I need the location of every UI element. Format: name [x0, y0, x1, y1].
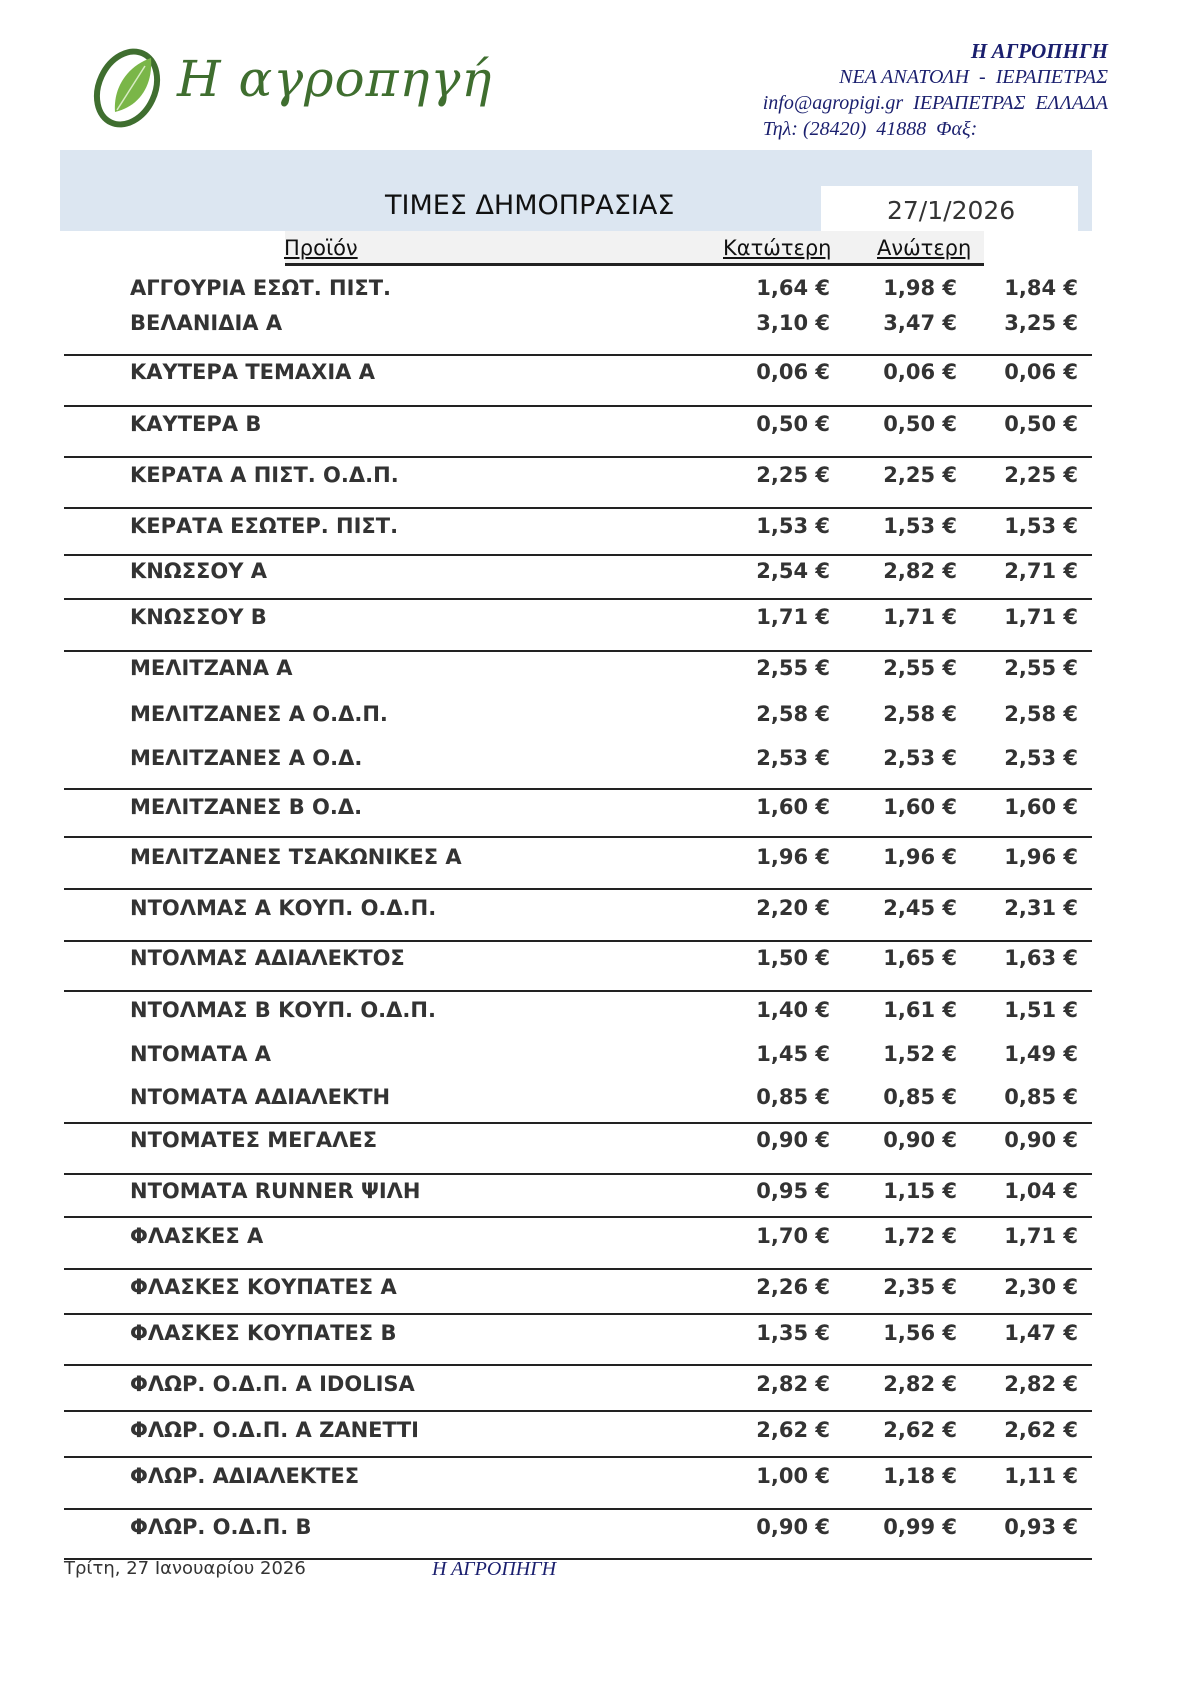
table-cell-avg: 1,49 € — [1004, 1042, 1078, 1066]
table-cell-low: 1,35 € — [756, 1321, 830, 1345]
table-cell-high: 1,18 € — [883, 1464, 957, 1488]
row-separator — [64, 650, 1092, 652]
table-row-product: ΜΕΛΙΤΖΑΝΕΣ Α Ο.Δ. — [130, 746, 363, 770]
table-cell-high: 3,47 € — [883, 311, 957, 335]
table-cell-low: 2,58 € — [756, 702, 830, 726]
table-cell-avg: 0,90 € — [1004, 1128, 1078, 1152]
row-separator — [64, 507, 1092, 509]
table-cell-low: 1,50 € — [756, 946, 830, 970]
table-cell-low: 1,60 € — [756, 795, 830, 819]
table-cell-avg: 2,53 € — [1004, 746, 1078, 770]
table-cell-avg: 1,71 € — [1004, 1224, 1078, 1248]
table-cell-avg: 0,93 € — [1004, 1515, 1078, 1539]
table-cell-high: 2,58 € — [883, 702, 957, 726]
table-cell-avg: 1,11 € — [1004, 1464, 1078, 1488]
table-cell-low: 2,62 € — [756, 1418, 830, 1442]
table-cell-high: 0,06 € — [883, 360, 957, 384]
table-row-product: ΝΤΟΜΑΤΑ Α — [130, 1042, 272, 1066]
row-separator — [64, 836, 1092, 838]
table-cell-low: 2,25 € — [756, 463, 830, 487]
table-cell-avg: 2,31 € — [1004, 896, 1078, 920]
table-cell-avg: 1,84 € — [1004, 276, 1078, 300]
table-cell-avg: 1,53 € — [1004, 514, 1078, 538]
row-separator — [64, 456, 1092, 458]
table-cell-high: 2,55 € — [883, 656, 957, 680]
table-cell-low: 0,50 € — [756, 412, 830, 436]
table-row-product: ΚΕΡΑΤΑ Α ΠΙΣΤ. Ο.Δ.Π. — [130, 463, 399, 487]
table-cell-avg: 0,85 € — [1004, 1085, 1078, 1109]
table-cell-high: 1,65 € — [883, 946, 957, 970]
row-separator — [64, 1508, 1092, 1510]
footer-brand: Η ΑΓΡΟΠΗΓΗ — [432, 1558, 557, 1580]
table-row-product: ΦΛΑΣΚΕΣ Α — [130, 1224, 264, 1248]
row-separator — [64, 405, 1092, 407]
table-row-product: ΦΛΩΡ. ΑΔΙΑΛΕΚΤΕΣ — [130, 1464, 360, 1488]
table-row-product: ΝΤΟΛΜΑΣ ΑΔΙΑΛΕΚΤΟΣ — [130, 946, 405, 970]
page-title: ΤΙΜΕΣ ΔΗΜΟΠΡΑΣΙΑΣ — [385, 190, 675, 221]
table-cell-low: 3,10 € — [756, 311, 830, 335]
table-row-product: ΑΓΓΟΥΡΙΑ ΕΣΩΤ. ΠΙΣΤ. — [130, 276, 392, 300]
table-cell-avg: 2,62 € — [1004, 1418, 1078, 1442]
table-cell-high: 2,62 € — [883, 1418, 957, 1442]
date-box — [821, 186, 1078, 231]
table-cell-high: 1,15 € — [883, 1179, 957, 1203]
table-row-product: ΝΤΟΛΜΑΣ Β ΚΟΥΠ. Ο.Δ.Π. — [130, 998, 436, 1022]
table-cell-avg: 1,04 € — [1004, 1179, 1078, 1203]
row-separator — [64, 1216, 1092, 1218]
table-cell-high: 2,53 € — [883, 746, 957, 770]
table-cell-low: 2,54 € — [756, 559, 830, 583]
table-cell-high: 1,56 € — [883, 1321, 957, 1345]
row-separator — [64, 888, 1092, 890]
table-cell-avg: 0,50 € — [1004, 412, 1078, 436]
table-cell-low: 0,06 € — [756, 360, 830, 384]
table-cell-low: 1,53 € — [756, 514, 830, 538]
table-cell-high: 1,61 € — [883, 998, 957, 1022]
table-cell-low: 2,82 € — [756, 1372, 830, 1396]
table-cell-high: 1,72 € — [883, 1224, 957, 1248]
table-cell-low: 2,53 € — [756, 746, 830, 770]
table-row-product: ΝΤΟΜΑΤΑ RUNNER ΨΙΛΗ — [130, 1179, 421, 1203]
table-cell-avg: 2,82 € — [1004, 1372, 1078, 1396]
row-separator — [64, 1364, 1092, 1366]
table-row-product: ΝΤΟΜΑΤΑ ΑΔΙΑΛΕΚΤΗ — [130, 1085, 391, 1109]
table-cell-low: 0,90 € — [756, 1515, 830, 1539]
table-row-product: ΚΑΥΤΕΡΑ Β — [130, 412, 262, 436]
table-cell-high: 0,50 € — [883, 412, 957, 436]
table-cell-high: 1,98 € — [883, 276, 957, 300]
column-header-high: Ανώτερη — [877, 236, 972, 260]
row-separator — [64, 990, 1092, 992]
table-row-product: ΜΕΛΙΤΖΑΝΕΣ Β Ο.Δ. — [130, 795, 363, 819]
table-cell-high: 2,82 € — [883, 1372, 957, 1396]
table-cell-avg: 2,58 € — [1004, 702, 1078, 726]
company-name: Η ΑΓΡΟΠΗΓΗ — [970, 39, 1108, 63]
column-header-product: Προϊόν — [284, 236, 358, 260]
table-cell-low: 1,96 € — [756, 845, 830, 869]
table-cell-high: 2,82 € — [883, 559, 957, 583]
row-separator — [64, 940, 1092, 942]
table-cell-avg: 1,71 € — [1004, 605, 1078, 629]
table-row-product: ΜΕΛΙΤΖΑΝΕΣ Α Ο.Δ.Π. — [130, 702, 388, 726]
row-separator — [64, 354, 1092, 356]
table-row-product: ΜΕΛΙΤΖΑΝΕΣ ΤΣΑΚΩΝΙΚΕΣ Α — [130, 845, 462, 869]
table-cell-avg: 1,96 € — [1004, 845, 1078, 869]
table-cell-avg: 1,60 € — [1004, 795, 1078, 819]
table-cell-high: 1,60 € — [883, 795, 957, 819]
row-separator — [64, 1456, 1092, 1458]
table-cell-low: 1,70 € — [756, 1224, 830, 1248]
table-cell-high: 2,35 € — [883, 1275, 957, 1299]
table-cell-low: 0,85 € — [756, 1085, 830, 1109]
table-cell-high: 1,96 € — [883, 845, 957, 869]
column-header-low: Κατώτερη — [723, 236, 832, 260]
table-row-product: ΦΛΑΣΚΕΣ ΚΟΥΠΑΤΕΣ Β — [130, 1321, 397, 1345]
table-cell-high: 2,45 € — [883, 896, 957, 920]
table-cell-avg: 1,51 € — [1004, 998, 1078, 1022]
table-cell-avg: 2,25 € — [1004, 463, 1078, 487]
table-row-product: ΜΕΛΙΤΖΑΝΑ Α — [130, 656, 293, 680]
table-cell-avg: 3,25 € — [1004, 311, 1078, 335]
table-row-product: ΚΕΡΑΤΑ ΕΣΩΤΕΡ. ΠΙΣΤ. — [130, 514, 399, 538]
table-cell-high: 0,90 € — [883, 1128, 957, 1152]
table-cell-high: 1,71 € — [883, 605, 957, 629]
table-cell-avg: 2,30 € — [1004, 1275, 1078, 1299]
table-cell-low: 1,40 € — [756, 998, 830, 1022]
table-cell-high: 0,99 € — [883, 1515, 957, 1539]
row-separator — [64, 788, 1092, 790]
row-separator — [64, 1122, 1092, 1124]
row-separator — [64, 1410, 1092, 1412]
row-separator — [64, 554, 1092, 556]
table-cell-high: 0,85 € — [883, 1085, 957, 1109]
table-cell-avg: 0,06 € — [1004, 360, 1078, 384]
footer-date: Τρίτη, 27 Ιανουαρίου 2026 — [64, 1558, 306, 1579]
table-cell-low: 1,00 € — [756, 1464, 830, 1488]
document-date: 27/1/2026 — [887, 196, 1016, 225]
table-cell-low: 2,26 € — [756, 1275, 830, 1299]
table-row-product: ΦΛΩΡ. Ο.Δ.Π. Β — [130, 1515, 312, 1539]
table-cell-high: 1,53 € — [883, 514, 957, 538]
table-cell-low: 1,71 € — [756, 605, 830, 629]
table-cell-low: 1,45 € — [756, 1042, 830, 1066]
table-row-product: ΚΝΩΣΣΟΥ Β — [130, 605, 267, 629]
table-row-product: ΝΤΟΛΜΑΣ Α ΚΟΥΠ. Ο.Δ.Π. — [130, 896, 437, 920]
table-row-product: ΦΛΑΣΚΕΣ ΚΟΥΠΑΤΕΣ Α — [130, 1275, 397, 1299]
table-cell-avg: 1,63 € — [1004, 946, 1078, 970]
table-cell-avg: 1,47 € — [1004, 1321, 1078, 1345]
table-cell-low: 0,95 € — [756, 1179, 830, 1203]
row-separator — [64, 1313, 1092, 1315]
row-separator — [64, 1173, 1092, 1175]
row-separator — [64, 1268, 1092, 1270]
table-row-product: ΦΛΩΡ. Ο.Δ.Π. Α ΖΑΝΕΤΤΙ — [130, 1418, 419, 1442]
table-cell-low: 2,20 € — [756, 896, 830, 920]
table-row-product: ΚΝΩΣΣΟΥ Α — [130, 559, 268, 583]
table-cell-avg: 2,55 € — [1004, 656, 1078, 680]
table-cell-low: 2,55 € — [756, 656, 830, 680]
company-phone: Τηλ: (28420) 41888 Φαξ: — [762, 118, 978, 140]
table-row-product: ΚΑΥΤΕΡΑ ΤΕΜΑΧΙΑ Α — [130, 360, 375, 384]
company-logo — [85, 40, 493, 135]
company-address: ΝΕΑ ΑΝΑΤΟΛΗ - ΙΕΡΑΠΕΤΡΑΣ — [839, 66, 1108, 88]
company-email[interactable]: info@agropigi.gr ΙΕΡΑΠΕΤΡΑΣ ΕΛΛΑΔΑ — [762, 92, 1108, 114]
table-row-product: ΒΕΛΑΝΙΔΙΑ Α — [130, 311, 283, 335]
row-separator — [64, 598, 1092, 600]
table-cell-high: 1,52 € — [883, 1042, 957, 1066]
table-row-product: ΦΛΩΡ. Ο.Δ.Π. Α IDOLISA — [130, 1372, 415, 1396]
table-cell-low: 1,64 € — [756, 276, 830, 300]
table-cell-avg: 2,71 € — [1004, 559, 1078, 583]
leaf-logo-icon — [85, 40, 175, 135]
company-info — [763, 38, 1108, 142]
table-row-product: ΝΤΟΜΑΤΕΣ ΜΕΓΑΛΕΣ — [130, 1128, 378, 1152]
table-cell-high: 2,25 € — [883, 463, 957, 487]
logo-text: Η αγροπηγή — [177, 50, 493, 108]
table-cell-low: 0,90 € — [756, 1128, 830, 1152]
